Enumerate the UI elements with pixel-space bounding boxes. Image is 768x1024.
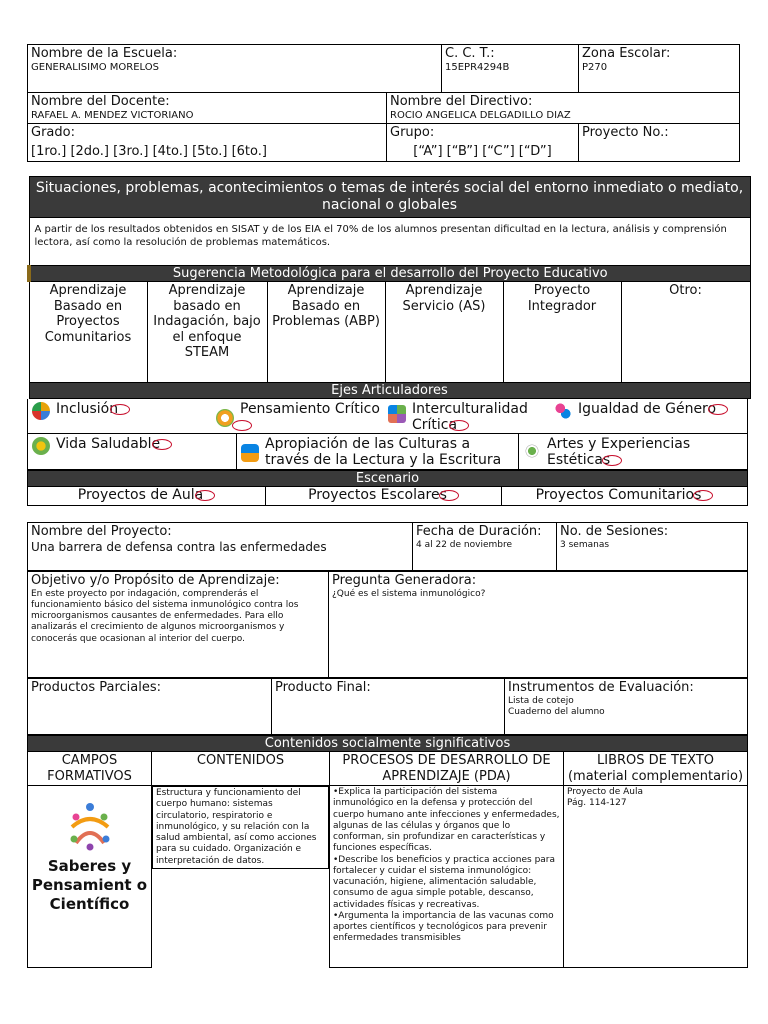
escenario-escolares[interactable] (266, 487, 502, 505)
checkbox-oval-icon[interactable] (602, 455, 622, 466)
eje-apropiacion-label: Apropiación de las Culturas a través de la Lectura y la Escritura (265, 436, 502, 468)
apropiacion-icon (241, 444, 259, 462)
col-libros-header: LIBROS DE TEXTO (material complementario) (564, 752, 748, 786)
zona-value: P270 (582, 61, 608, 73)
checkbox-oval-icon[interactable] (232, 420, 252, 431)
metodologia-option-integrador[interactable]: Proyecto Integrador (503, 282, 621, 383)
pda-cell (330, 786, 564, 968)
eje-vida-saludable[interactable] (28, 434, 237, 469)
campo-formativo-cell (28, 786, 152, 968)
escenario-title: Escenario (27, 470, 748, 487)
libros-cell (564, 786, 748, 968)
escenario-escolares-label: Proyectos Escolares (308, 487, 447, 503)
objetivo-label: Objetivo y/o Propósito de Aprendizaje: (31, 573, 280, 588)
instrumento-1: Lista de cotejo (508, 695, 574, 706)
grupo-label: Grupo: (390, 125, 435, 140)
situaciones-text: A partir de los resultados obtenidos en SISAT y de los EIA el 70% de los alumnos presentan dificultad en la lectura, análisis y comprensión lectora, así como la resolución de problemas matemáticos. (29, 218, 750, 266)
pregunta-label: Pregunta Generadora: (332, 573, 477, 588)
school-info-block (27, 44, 739, 161)
col-pda-header: PROCESOS DE DESARROLLO DE APRENDIZAJE (PDA) (330, 752, 564, 786)
escenario-comunitarios[interactable] (502, 487, 747, 505)
grado-cell (28, 124, 387, 162)
contenidos-title: Contenidos socialmente significativos (28, 736, 748, 752)
cct-value: 15EPR4294B (445, 61, 510, 73)
project-block (27, 522, 747, 968)
context-block (27, 176, 748, 508)
nombre-proyecto-cell (28, 523, 413, 571)
grupo-options[interactable]: [“A”] [“B”] [“C”] [“D”] (413, 143, 552, 159)
cct-cell (442, 45, 579, 93)
situaciones-title: Situaciones, problemas, acontecimientos o temas de interés social del entorno inmediato o mediato, nacional o globales (29, 177, 750, 218)
directivo-value: ROCIO ANGELICA DELGADILLO DIAZ (390, 109, 571, 121)
eje-inclusion-label: Inclusión (56, 401, 119, 417)
metodologia-option-proyectos-comunitarios[interactable]: Aprendizaje Basado en Proyectos Comunitarios (29, 282, 147, 383)
checkbox-oval-icon[interactable] (152, 439, 172, 450)
eje-inclusion[interactable] (28, 399, 212, 433)
saberes-logo-icon (62, 801, 118, 851)
instrumento-2: Cuaderno del alumno (508, 706, 605, 717)
docente-value: RAFAEL A. MENDEZ VICTORIANO (31, 109, 194, 121)
campo-formativo-title: Saberes y Pensamient o Científico (31, 857, 148, 914)
escenario-aula[interactable] (28, 487, 266, 505)
inclusion-icon (32, 402, 50, 420)
zona-label: Zona Escolar: (582, 46, 671, 61)
libro-1: Proyecto de Aula (567, 787, 643, 798)
grado-label: Grado: (31, 125, 75, 140)
eje-apropiacion[interactable] (237, 434, 519, 469)
checkbox-oval-icon[interactable] (110, 404, 130, 415)
checkbox-oval-icon[interactable] (195, 490, 215, 501)
pda-item-2: •Describe los beneficios y practica acciones para fortalecer y cuidar el sistema inmunológico: vacunación, higiene, alimentación saludable, consumo de agua simple potable, descanso, actividades físicas y recreativas. (333, 854, 556, 910)
ejes-row-1 (27, 399, 748, 434)
sesiones-value: 3 semanas (560, 539, 610, 550)
escenario-row (27, 487, 748, 506)
metodologia-title: Sugerencia Metodológica para el desarrollo del Proyecto Educativo (29, 266, 750, 282)
pregunta-value: ¿Qué es el sistema inmunológico? (332, 588, 486, 599)
directivo-label: Nombre del Directivo: (390, 94, 533, 109)
nombre-proyecto-label: Nombre del Proyecto: (31, 524, 172, 539)
escenario-aula-label: Proyectos de Aula (77, 487, 204, 503)
docente-cell (28, 93, 387, 124)
objetivo-cell (28, 572, 329, 678)
artes-icon (523, 442, 541, 460)
pregunta-cell (329, 572, 748, 678)
fecha-value: 4 al 22 de noviembre (416, 540, 512, 550)
cct-label: C. C. T.: (445, 46, 495, 61)
pda-item-1: •Explica la participación del sistema inmunológico en la defensa y protección del cuerpo humano ante infecciones y enfermedades, algunas de las células y órganos que lo conforman, sin profundizar en características y funciones específicas. (333, 787, 560, 854)
zona-cell (579, 45, 740, 93)
checkbox-oval-icon[interactable] (693, 490, 713, 501)
instrumentos-cell (505, 679, 748, 735)
sesiones-cell (557, 523, 748, 571)
objetivo-value: En este proyecto por indagación, comprenderás el funcionamiento básico del sistema inmunológico contra los microorganismos causantes de enfermedades. Para ello analizarás el crecimiento de algunos microorganismos y conocerás que ocasionan al interior del cuerpo. (31, 588, 299, 644)
metodologia-option-servicio[interactable]: Aprendizaje Servicio (AS) (385, 282, 503, 383)
ejes-row-2 (27, 434, 748, 470)
fecha-cell (413, 523, 557, 571)
nombre-proyecto-value: Una barrera de defensa contra las enfermedades (31, 539, 327, 554)
eje-vida-label: Vida Saludable (56, 436, 161, 452)
sesiones-label: No. de Sesiones: (560, 524, 669, 539)
ejes-title: Ejes Articuladores (29, 383, 750, 399)
checkbox-oval-icon[interactable] (439, 490, 459, 501)
escuela-label: Nombre de la Escuela: (31, 46, 178, 61)
escuela-cell (28, 45, 442, 93)
producto-final-cell (272, 679, 505, 735)
eje-interculturalidad[interactable] (384, 399, 550, 433)
fecha-label: Fecha de Duración: (416, 524, 542, 539)
instrumentos-label: Instrumentos de Evaluación: (508, 680, 694, 695)
checkbox-oval-icon[interactable] (449, 420, 469, 431)
eje-pensamiento-label: Pensamiento Crítico (240, 401, 380, 417)
pda-item-3: •Argumenta la importancia de las vacunas como aportes científicos y tecnológicos para prevenir enfermedades transmisibles (333, 910, 554, 944)
eje-igualdad[interactable] (550, 399, 747, 433)
eje-igualdad-label: Igualdad de Género (578, 401, 717, 417)
metodologia-option-indagacion[interactable]: Aprendizaje basado en Indagación, bajo el enfoque STEAM (147, 282, 267, 383)
contenido-cell: Estructura y funcionamiento del cuerpo humano: sistemas circulatorio, respiratorio e inmunológico, y su relación con la salud ambiental, así como acciones para su cuidado. Organización e interpretación de datos. (152, 786, 329, 869)
productos-parciales-label: Productos Parciales: (31, 680, 161, 695)
metodologia-option-problemas[interactable]: Aprendizaje Basado en Problemas (ABP) (267, 282, 385, 383)
eje-artes-label: Artes y Experiencias Estéticas (547, 436, 691, 468)
grado-options[interactable]: [1ro.] [2do.] [3ro.] [4to.] [5to.] [6to.] (31, 143, 267, 159)
eje-interculturalidad-label: Interculturalidad Crítica (412, 401, 528, 433)
grupo-cell (387, 124, 579, 162)
libro-2: Pág. 114-127 (567, 798, 627, 809)
productos-parciales-cell (28, 679, 272, 735)
igualdad-icon (554, 402, 572, 420)
vida-saludable-icon (32, 437, 50, 455)
escenario-comunitarios-label: Proyectos Comunitarios (535, 487, 702, 503)
eje-artes[interactable] (519, 434, 747, 469)
checkbox-oval-icon[interactable] (708, 404, 728, 415)
col-campos-header: CAMPOS FORMATIVOS (28, 752, 152, 786)
col-contenidos-header: CONTENIDOS (152, 752, 330, 786)
proyecto-no-cell (579, 124, 740, 162)
proyecto-no-label: Proyecto No.: (582, 125, 669, 140)
interculturalidad-icon (388, 405, 406, 423)
eje-pensamiento[interactable] (212, 399, 384, 433)
producto-final-label: Producto Final: (275, 680, 371, 695)
docente-label: Nombre del Docente: (31, 94, 170, 109)
escuela-value: GENERALISIMO MORELOS (31, 61, 159, 73)
directivo-cell (387, 93, 740, 124)
metodologia-option-otro[interactable]: Otro: (621, 282, 750, 383)
